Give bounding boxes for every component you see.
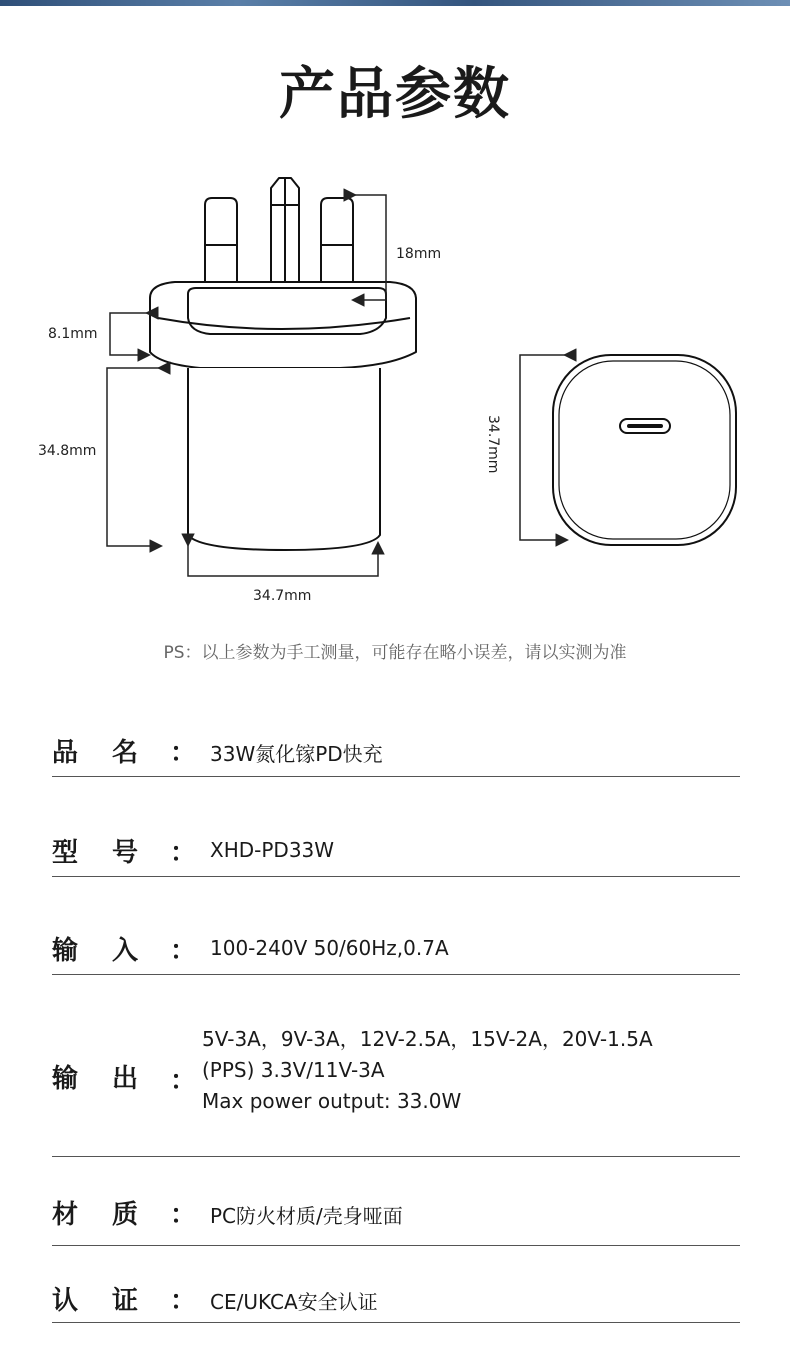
spec-label: 认证 xyxy=(52,1286,173,1316)
spec-value xyxy=(210,1286,378,1315)
ps-note: PS：以上参数为手工测量，可能存在略小误差，请以实测为准 xyxy=(163,643,627,663)
spec-label: 型号 xyxy=(52,838,173,868)
spec-value-line: Max power output: 33.0W xyxy=(202,1089,462,1113)
spec-value xyxy=(210,936,449,960)
charger-base xyxy=(150,282,416,368)
body-width-label: 34.7mm xyxy=(253,588,312,604)
spec-value-line: 33W氮化镓PD快充 xyxy=(210,742,383,766)
spec-colon: ： xyxy=(170,1066,197,1096)
spec-value-line: PC防火材质/壳身哑面 xyxy=(210,1204,403,1228)
spec-value-line: 5V-3A，9V-3A，12V-2.5A，15V-2A，20V-1.5A xyxy=(202,1027,653,1051)
spec-label: 材质 xyxy=(52,1200,173,1230)
spec-row-product-name xyxy=(52,722,740,777)
spec-value xyxy=(210,738,383,767)
spec-value-line: (PPS) 3.3V/11V-3A xyxy=(202,1058,385,1082)
spec-colon: ： xyxy=(170,838,197,868)
spec-value-line: XHD-PD33W xyxy=(210,838,335,862)
top-stripe xyxy=(0,0,790,6)
page-title: 产品参数 xyxy=(279,62,511,127)
spec-row-material xyxy=(52,1190,740,1246)
spec-colon: ： xyxy=(170,936,197,966)
spec-colon: ： xyxy=(170,738,197,768)
body-height-label: 34.8mm xyxy=(38,443,97,459)
spec-row-certification xyxy=(52,1280,740,1323)
charger-front-view xyxy=(553,355,736,545)
charger-body xyxy=(188,368,380,550)
spec-colon: ： xyxy=(170,1200,197,1230)
face-size-label: 34.7mm xyxy=(485,415,501,474)
spec-value xyxy=(202,1024,653,1117)
charger-diagram xyxy=(0,150,790,620)
base-thickness-label: 8.1mm xyxy=(48,326,98,342)
spec-colon: ： xyxy=(170,1286,197,1316)
spec-label: 输出 xyxy=(52,1064,173,1094)
spec-row-model xyxy=(52,822,740,877)
usb-c-port-icon xyxy=(620,419,670,433)
pin-length-label: 18mm xyxy=(396,246,442,262)
spec-value-line: 100-240V 50/60Hz,0.7A xyxy=(210,936,449,960)
spec-row-input xyxy=(52,920,740,975)
spec-value xyxy=(210,1200,403,1229)
spec-value xyxy=(210,838,334,862)
spec-label: 品名 xyxy=(52,738,173,768)
spec-row-output xyxy=(52,1020,740,1157)
spec-value-line: CE/UKCA安全认证 xyxy=(210,1290,378,1314)
spec-label: 输入 xyxy=(52,936,173,966)
